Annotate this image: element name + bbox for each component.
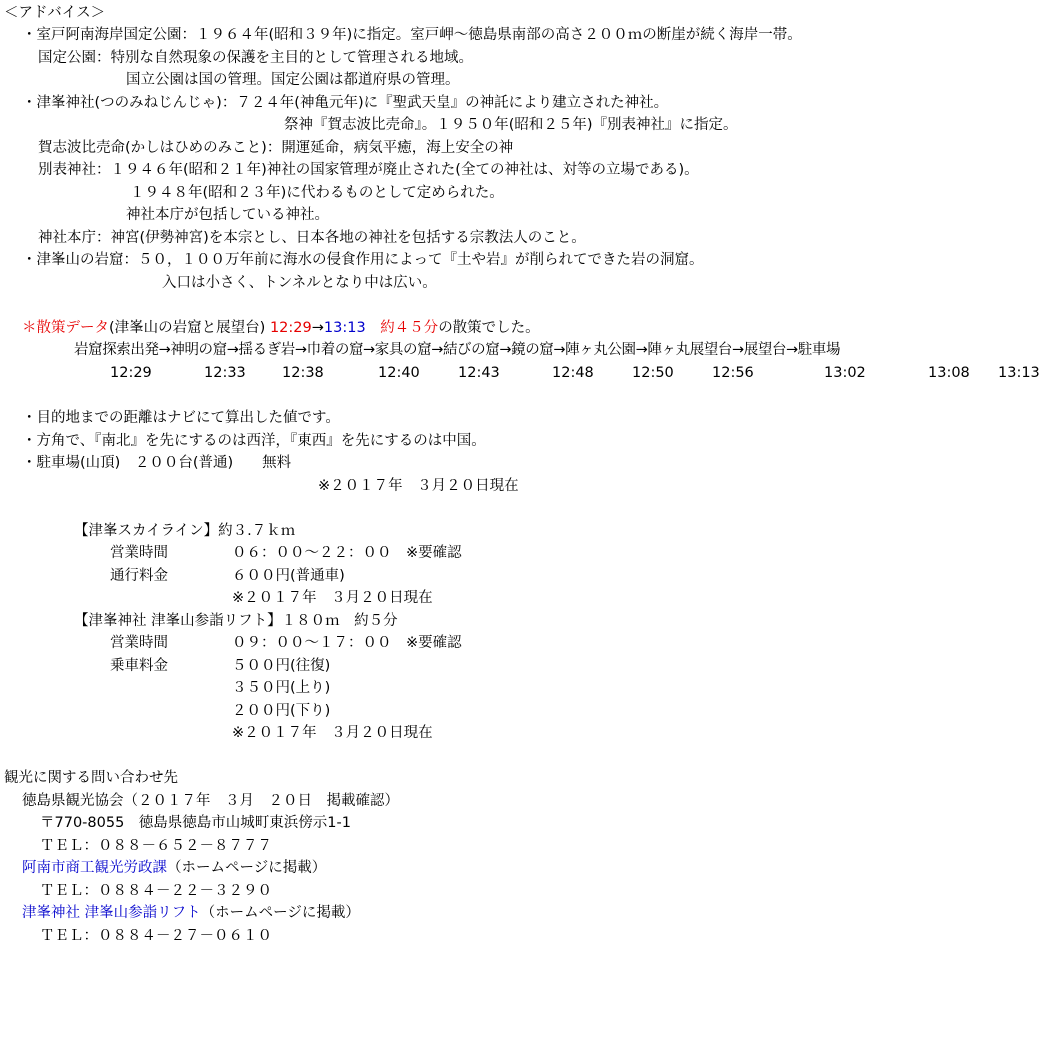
contact-shrine-tel: ＴＥＬ：０８８４－２７－０６１０ — [40, 928, 272, 944]
contact-shrine-row — [22, 902, 360, 925]
walk-time: 13:13 — [998, 365, 1040, 381]
contact-assoc-tel: ＴＥＬ：０８８－６５２－８７７７ — [40, 838, 272, 854]
lift-hours-label: 営業時間 — [110, 635, 168, 651]
note-line: ・駐車場(山頂) ２００台(普通) 無料 — [22, 455, 292, 471]
walk-time: 12:43 — [458, 365, 500, 381]
walk-time: 12:50 — [632, 365, 674, 381]
contact-shrine-link[interactable]: 津峯神社 津峯山参詣リフト — [22, 905, 201, 921]
advice-line: 国定公園：特別な自然現象の保護を主目的として管理される地域。 — [38, 50, 473, 66]
advice-line: ・津峯神社(つのみねじんじゃ)：７２４年(神亀元年)に『聖武天皇』の神託により建立された神社。 — [22, 95, 669, 111]
advice-line: ・津峯山の岩窟：５０，１００万年前に海水の侵食作用によって『土や岩』が削られてできた岩の洞窟。 — [22, 252, 704, 268]
skyline-title: 【津峯スカイライン】約３.７ｋｍ — [74, 523, 296, 539]
walk-summary — [22, 317, 540, 340]
walk-times — [0, 362, 1058, 384]
contact-city-link[interactable]: 阿南市商工観光労政課 — [22, 860, 167, 876]
lift-hours-value: ０９：００～１７：００ ※要確認 — [232, 635, 462, 651]
lift-fare-round: ５００円(往復) — [232, 658, 331, 674]
note-asof: ※２０１７年 ３月２０日現在 — [318, 478, 519, 494]
note-line: ・目的地までの距離はナビにて算出した値です。 — [22, 410, 340, 426]
advice-line: 入口は小さく、トンネルとなり中は広い。 — [162, 275, 437, 291]
walk-time: 12:38 — [282, 365, 324, 381]
lift-fare-up: ３５０円(上り) — [232, 680, 331, 696]
advice-line: 神社本庁：神宮(伊勢神宮)を本宗とし、日本各地の神社を包括する宗教法人のこと。 — [38, 230, 586, 246]
contact-city-row — [22, 857, 326, 880]
advice-line: 祭神『賀志波比売命』。１９５０年(昭和２５年)『別表神社』に指定。 — [284, 117, 738, 133]
advice-line: １９４８年(昭和２３年)に代わるものとして定められた。 — [130, 185, 504, 201]
contact-assoc: 徳島県観光協会（２０１７年 ３月 ２０日 掲載確認） — [22, 793, 399, 809]
walk-time: 12:40 — [378, 365, 420, 381]
advice-line: 賀志波比売命(かしはひめのみこと)：開運延命，病気平癒，海上安全の神 — [38, 140, 514, 156]
walk-time: 12:48 — [552, 365, 594, 381]
walk-time: 13:02 — [824, 365, 866, 381]
walk-route: 岩窟探索出発→神明の窟→揺るぎ岩→巾着の窟→家具の窟→結びの窟→鏡の窟→陣ヶ丸公園→陣ヶ丸展望台→展望台→駐車場 — [74, 342, 841, 358]
contact-assoc-address: 〒770-8055 徳島県徳島市山城町東浜傍示1-1 — [40, 815, 351, 831]
walk-place: (津峯山の岩窟と展望台) — [109, 320, 266, 336]
walk-suffix: の散策でした。 — [438, 320, 540, 336]
walk-time: 12:56 — [712, 365, 754, 381]
skyline-hours-label: 営業時間 — [110, 545, 168, 561]
advice-heading: ＜アドバイス＞ — [4, 5, 106, 21]
contact-city-note: （ホームページに掲載） — [167, 860, 327, 876]
walk-star: ＊ — [22, 320, 37, 336]
walk-time: 13:08 — [928, 365, 970, 381]
skyline-toll-value: ６００円(普通車) — [232, 568, 345, 584]
lift-title: 【津峯神社 津峯山参詣リフト】１８０ｍ 約５分 — [74, 613, 398, 629]
walk-label: 散策データ — [36, 320, 109, 336]
walk-start-time: 12:29 — [269, 320, 312, 336]
skyline-toll-label: 通行料金 — [110, 568, 168, 584]
advice-line: ・室戸阿南海岸国定公園：１９６４年(昭和３９年)に指定。室戸岬～徳島県南部の高さ２００ｍの断崖が続く海岸一帯。 — [22, 27, 802, 43]
walk-arrow: → — [311, 320, 324, 336]
advice-line: 神社本庁が包括している神社。 — [126, 207, 329, 223]
contact-city-tel: ＴＥＬ：０８８４－２２－３２９０ — [40, 883, 272, 899]
lift-asof: ※２０１７年 ３月２０日現在 — [232, 725, 433, 741]
skyline-asof: ※２０１７年 ３月２０日現在 — [232, 590, 433, 606]
skyline-hours-value: ０６：００～２２：００ ※要確認 — [232, 545, 462, 561]
note-line: ・方角で、『南北』を先にするのは西洋，『東西』を先にするのは中国。 — [22, 433, 486, 449]
walk-end-time: 13:13 — [323, 320, 366, 336]
walk-time: 12:33 — [204, 365, 246, 381]
contact-heading: 観光に関する問い合わせ先 — [4, 770, 178, 786]
advice-line: 国立公園は国の管理。国定公園は都道府県の管理。 — [126, 72, 460, 88]
lift-fare-down: ２００円(下り) — [232, 703, 331, 719]
advice-line: 別表神社：１９４６年(昭和２１年)神社の国家管理が廃止された(全ての神社は、対等の立場である)。 — [38, 162, 699, 178]
walk-time: 12:29 — [110, 365, 152, 381]
walk-duration: 約４５分 — [380, 320, 439, 336]
contact-shrine-note: （ホームページに掲載） — [200, 905, 360, 921]
lift-fare-label: 乗車料金 — [110, 658, 168, 674]
